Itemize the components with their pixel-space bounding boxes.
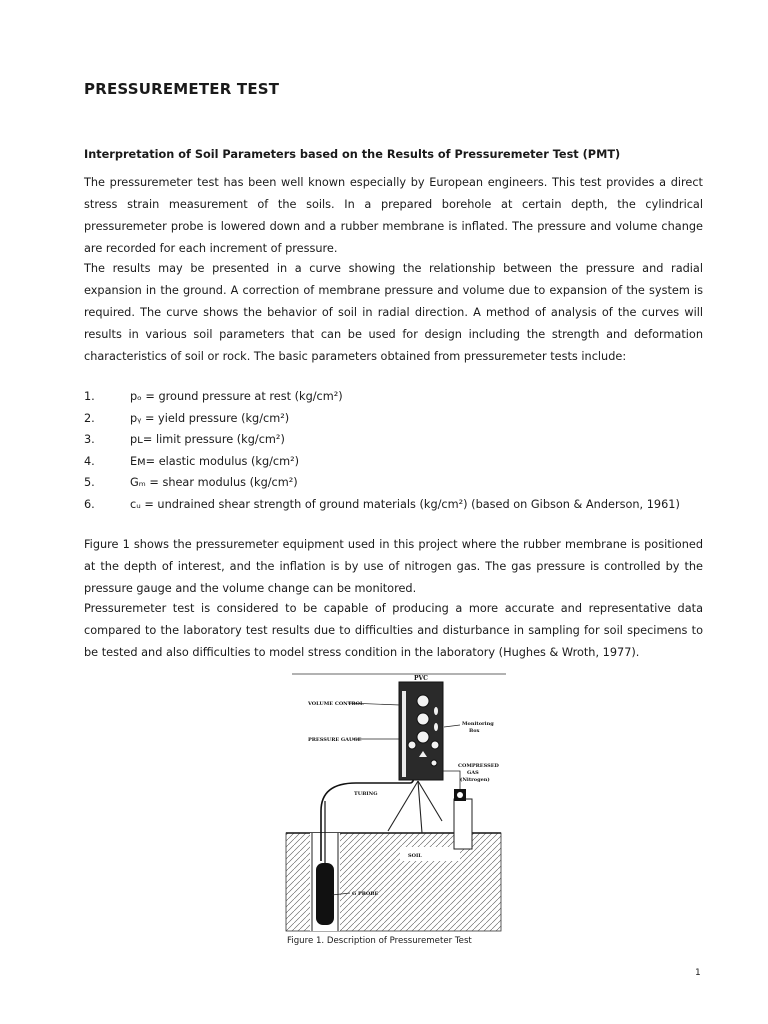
list-item <box>84 408 724 430</box>
list-text: pₒ = ground pressure at rest (kg/cm²) <box>130 390 343 403</box>
list-text: Eᴍ= elastic modulus (kg/cm²) <box>130 454 300 468</box>
probe <box>316 863 334 925</box>
nitrogen-label: (Nitrogen) <box>460 777 490 783</box>
list-item <box>84 472 724 494</box>
pressure-gauge-label: PRESSURE GAUGE <box>308 737 362 743</box>
paragraph-results: The results may be presented in a curve showing the relationship between the pressure and radial expansion in the ground. A correction of membrane pressure and volume due to expansion of the system is required. The curve shows the behavior of soil in radial direction. A method of analysis of the curves will results in various soil parameters that can be used for design including the strength and deformation characteristics of soil or rock. The basic parameters obtained from pressuremeter tests include: <box>84 262 703 363</box>
page-number: 1 <box>695 968 701 978</box>
list-item <box>84 451 724 473</box>
pvc-label: PVC <box>414 675 428 682</box>
list-number: 3. <box>84 433 95 446</box>
paragraph-figure-ref: Figure 1 shows the pressuremeter equipment used in this project where the rubber membrane is positioned at the depth of interest, and the inflation is by use of nitrogen gas. The gas pressure is controlled by the pressure gauge and the volume change can be monitored. <box>84 538 703 595</box>
list-item <box>84 386 724 408</box>
section-subtitle: Interpretation of Soil Parameters based on the Results of Pressuremeter Test (PMT) <box>84 148 621 161</box>
figure-caption: Figure 1. Description of Pressuremeter Test <box>287 936 472 946</box>
list-item <box>84 494 724 516</box>
list-item <box>84 429 724 451</box>
list-text: cᵤ = undrained shear strength of ground materials (kg/cm²) (based on Gibson & Anderson, 1961) <box>130 497 680 511</box>
box-label: Box <box>469 728 480 734</box>
pressuremeter-diagram <box>276 671 508 935</box>
monitoring-box <box>399 682 443 780</box>
list-number: 6. <box>84 497 95 511</box>
paragraph-intro: The pressuremeter test has been well known especially by European engineers. This test provides a direct stress strain measurement of the soils. In a prepared borehole at certain depth, the cylindrical pressuremeter probe is lowered down and a rubber membrane is inflated. The pressure and volume change are recorded for each increment of pressure. <box>84 176 703 255</box>
compressed-label: COMPRESSED <box>458 763 499 769</box>
list-number: 2. <box>84 411 95 425</box>
tripod <box>388 781 442 833</box>
monitoring-label: Monitoring <box>462 721 494 727</box>
page-title: PRESSUREMETER TEST <box>84 80 280 98</box>
soil-label: SOIL <box>408 853 422 859</box>
tubing-label: TUBING <box>354 791 378 797</box>
list-text: pᵧ = yield pressure (kg/cm²) <box>130 411 290 425</box>
list-number: 4. <box>84 454 95 468</box>
parameter-list <box>84 386 724 515</box>
list-number: 5. <box>84 476 95 489</box>
list-text: Gₘ = shear modulus (kg/cm²) <box>130 476 298 489</box>
probe-label: G PROBE <box>352 891 379 897</box>
list-text: pʟ= limit pressure (kg/cm²) <box>130 433 285 446</box>
gas-label: GAS <box>467 770 479 776</box>
leader-line <box>444 725 460 727</box>
volume-control-label: VOLUME CONTROL <box>308 701 364 707</box>
paragraph-accuracy: Pressuremeter test is considered to be capable of producing a more accurate and representative data compared to the laboratory test results due to difficulties and disturbance in sampling for soil specimens to be tested and also difficulties to model stress condition in the laboratory (Hughes & Wroth, 1977). <box>84 602 703 659</box>
list-number: 1. <box>84 390 95 403</box>
